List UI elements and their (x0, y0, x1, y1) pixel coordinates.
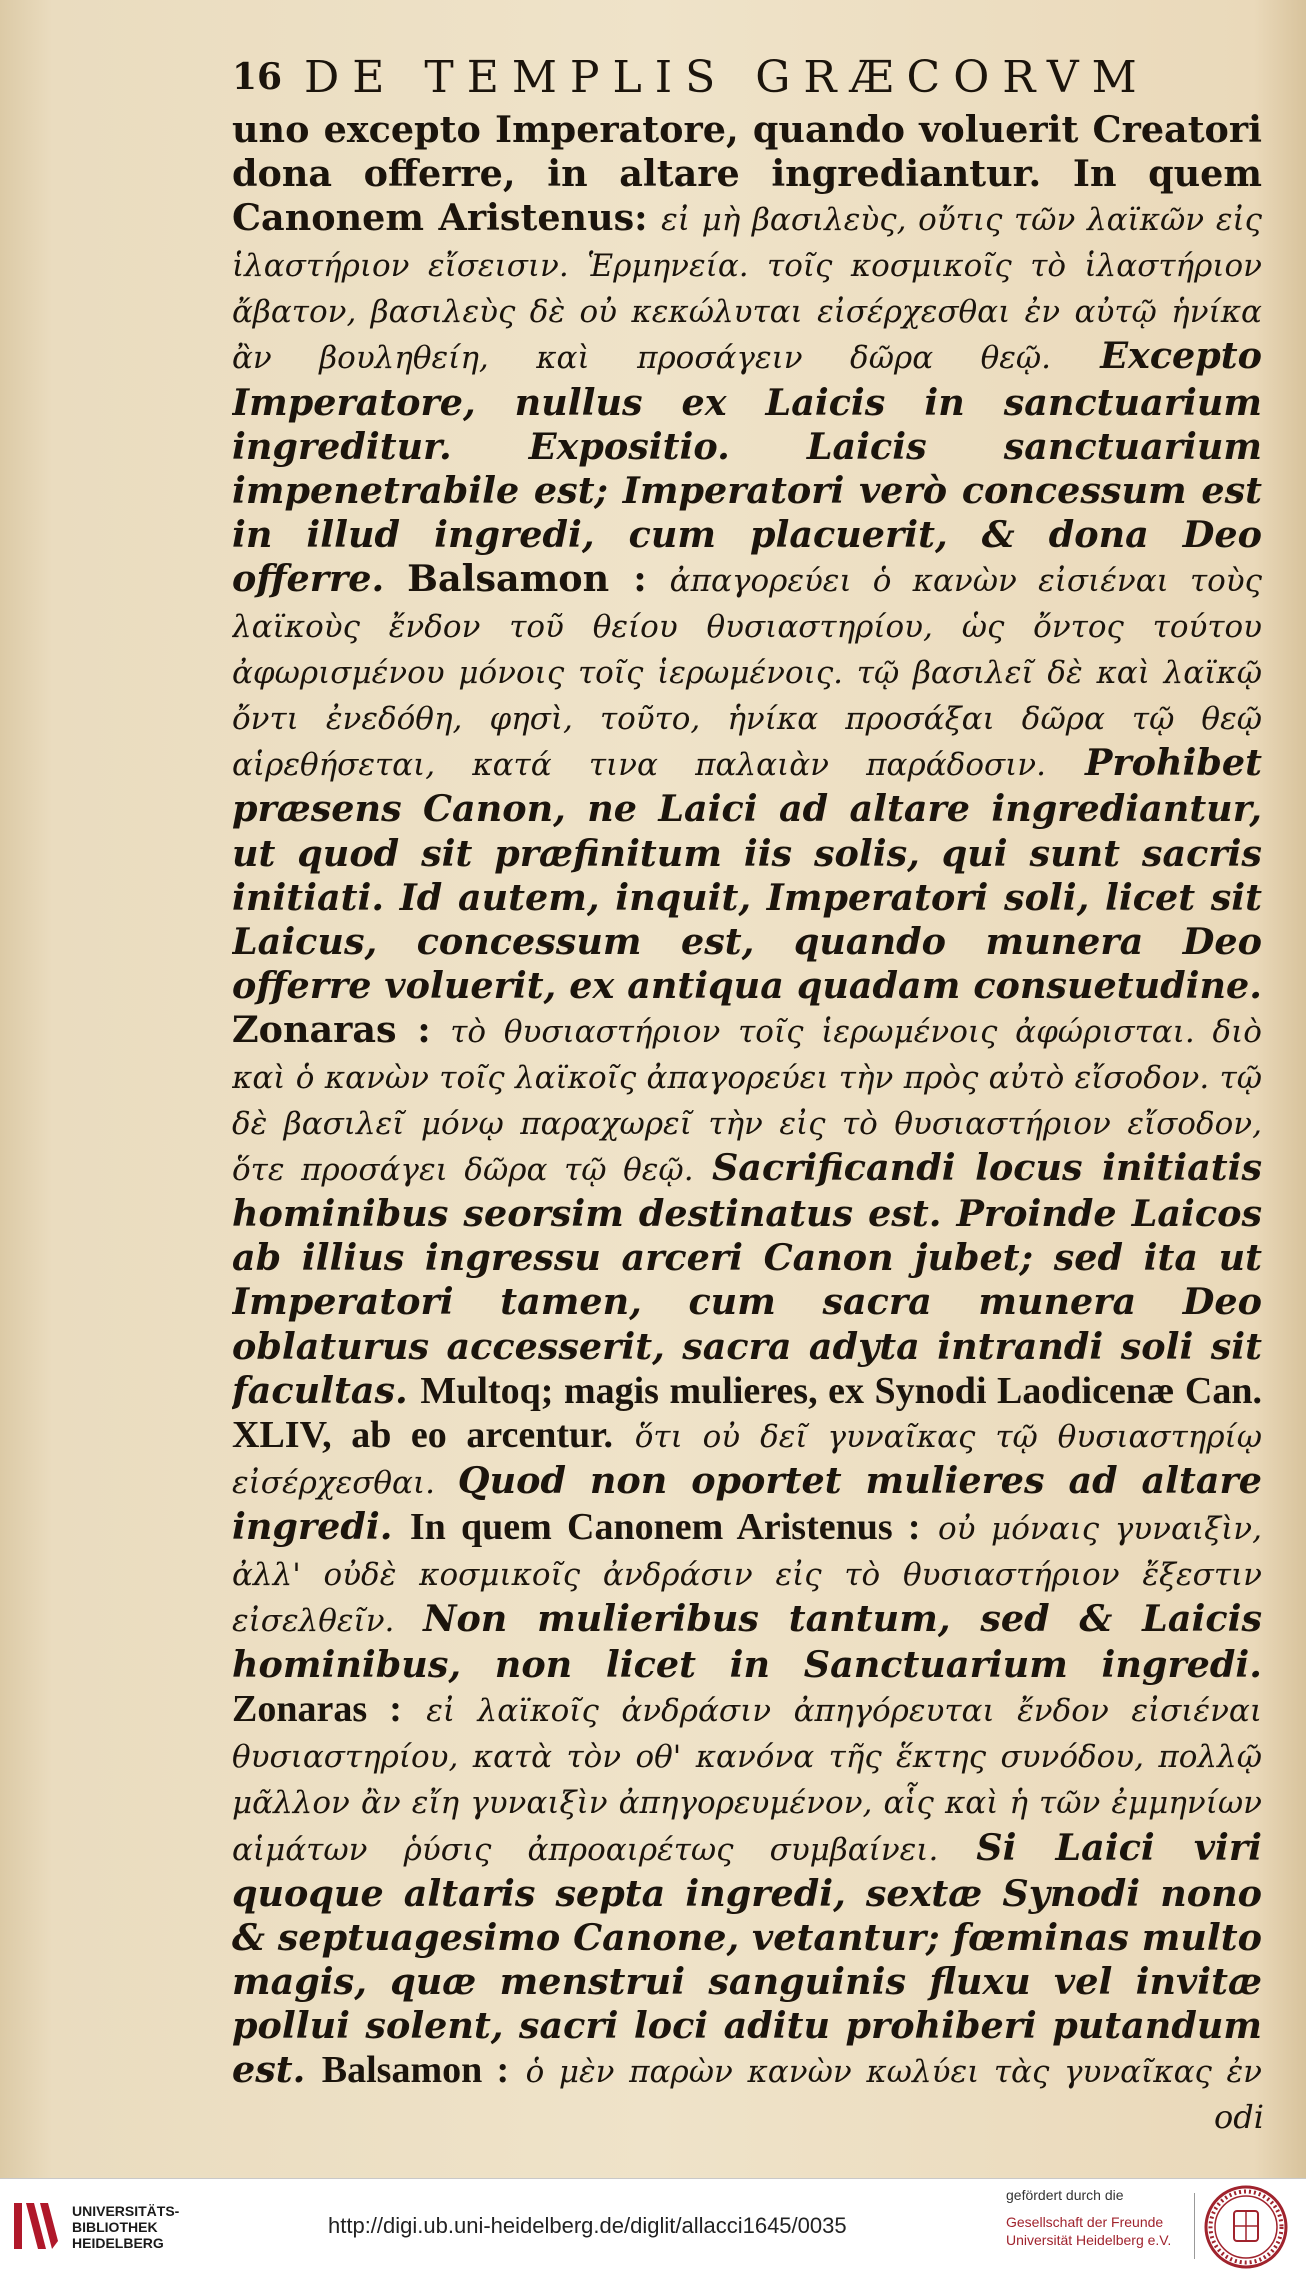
latin-italic-text: Sacrificandi locus initiatis hominibus seorsim destinatus est. Proinde Laicos ab illius ingressu arceri Canon jubet; sed ita ut Imperatori tamen, cum sacra munera Deo oblaturus accesserit, sacra adyta intrandi soli sit facultas. (232, 1146, 1262, 1412)
latin-italic-text: Excepto Imperatore, nullus ex Laicis in sanctuarium ingreditur. Expositio. Laicis sanctuarium impenetrabile est; Imperatori verò concessum est in illud ingredi, cum placuerit, & dona Deo offerre. (232, 334, 1262, 600)
page-header (232, 52, 1252, 104)
latin-roman-text: Zonaras : (232, 1007, 431, 1051)
latin-roman-text: uno excepto Imperatore, quando voluerit Creatori dona offerre, in altare ingrediantur. In quem Canonem Aristenus: (232, 108, 1262, 240)
latin-italic-text: Non mulieribus tantum, sed & Laicis hominibus, non licet in Sanctuarium ingredi. (232, 1597, 1262, 1687)
latin-roman-text: In quem Canonem Aristenus : (409, 1505, 921, 1548)
permalink-url[interactable]: http://digi.ub.uni-heidelberg.de/diglit/allacci1645/0035 (328, 2213, 847, 2238)
latin-italic-text: Prohibet præsens Canon, ne Laici ad altare ingrediantur, ut quod sit præfinitum iis solis, qui sunt sacris initiati. Id autem, inquit, Imperatori soli, licet sit Laicus, concessum est, quando munera Deo offerre voluerit, ex antiqua quadam consuetudine. (232, 741, 1262, 1007)
greek-text: ἀπαγορεύει ὁ κανὼν εἰσιέναι τοὺς λαϊκοὺς ἔνδον τοῦ θείου θυσιαστηρίου, ὡς ὄντος τούτου ἀφωρισμένου μόνοις τοῖς ἱερωμένοις. τῷ βασιλεῖ δὲ καὶ λαϊκῷ ὄντι ἐνεδόθη, φησὶ, τοῦτο, ἡνίκα προσάξαι δῶρα τῷ θεῷ αἱρεθήσεται, κατά τινα παλαιὰν παράδοσιν. (232, 562, 1262, 784)
viewer-footer (0, 2178, 1306, 2273)
library-name: UNIVERSITÄTS- BIBLIOTHEK HEIDELBERG (72, 2203, 180, 2251)
running-title: DE TEMPLIS GRÆCORVM (304, 52, 1150, 103)
latin-italic-text: Si Laici viri quoque altaris septa ingredi, sextæ Synodi nono & septuagesimo Canone, vetantur; fœminas multo magis, quæ menstrui sanguinis fluxu vel invitæ pollui solent, sacri loci aditu prohiberi putandum est. (232, 1825, 1262, 2092)
latin-roman-text: Zonaras : (232, 1688, 402, 1731)
greek-text: οὐ μόναις γυναιξὶν, ἀλλ' οὐδὲ κοσμικοῖς ἀνδράσιν εἰς τὸ θυσιαστήριον ἔξεστιν εἰσελθεῖν. (232, 1510, 1262, 1640)
greek-text: εἰ λαϊκοῖς ἀνδράσιν ἀπηγόρευται ἔνδον εἰσιέναι θυσιαστηρίου, κατὰ τὸν οθ' κανόνα τῆς ἕκτης συνόδου, πολλῷ μᾶλλον ἂν εἴη γυναιξὶν ἀπηγορευμένον, αἷς καὶ ἡ τῶν ἐμμηνίων αἱμάτων ῥύσις ἀπροαιρέτως συμβαίνει. (232, 1693, 1262, 1868)
latin-roman-text: Balsamon : (407, 556, 647, 600)
paragraph (232, 108, 1262, 2098)
latin-italic-text: Quod non oportet mulieres ad altare ingredi. (232, 1458, 1262, 1548)
greek-text: εἰ μὴ βασιλεὺς, οὔτις τῶν λαϊκῶν εἰς ἱλαστήριον εἴσεισιν. Ἑρμηνεία. τοῖς κοσμικοῖς τὸ ἱλαστήριον ἄβατον, βασιλεὺς δὲ οὐ κεκώλυται εἰσέρχεσθαι ἐν αὐτῷ ἡνίκα ἂν βουληθείη, καὶ προσάγειν δῶρα θεῷ. (232, 202, 1262, 377)
footer-divider (1194, 2193, 1195, 2259)
library-logo-icon (12, 2197, 60, 2255)
greek-text: ὁ μὲν παρὼν κανὼν κωλύει τὰς γυναῖκας ἐν (525, 2054, 1262, 2091)
page-number: 16 (232, 56, 283, 98)
greek-text: τὸ θυσιαστήριον τοῖς ἱερωμένοις ἀφώρισται. διὸ καὶ ὁ κανὼν τοῖς λαϊκοῖς ἀπαγορεύει τὴν πρὸς αὐτὸ εἴσοδον. τῷ δὲ βασιλεῖ μόνῳ παραχωρεῖ τὴν εἰς τὸ θυσιαστήριον εἴσοδον, ὅτε προσάγει δῶρα τῷ θεῷ. (232, 1013, 1262, 1189)
university-seal-icon (1204, 2185, 1288, 2269)
catchword: odi (1214, 2098, 1264, 2136)
latin-roman-text: Balsamon : (321, 2049, 510, 2092)
greek-text: ὅτι οὐ δεῖ γυναῖκας τῷ θυσιαστηρίῳ εἰσέρχεσθαι. (232, 1418, 1262, 1501)
sponsor-label: gefördert durch die (1006, 2187, 1124, 2203)
body-text (232, 108, 1262, 2098)
latin-roman-text: Multoq; magis mulieres, ex Synodi Laodicenæ Can. XLIV, ab eo arcentur. (232, 1369, 1262, 1456)
sponsor-name[interactable]: Gesellschaft der Freunde Universität Heidelberg e.V. (1006, 2214, 1172, 2248)
